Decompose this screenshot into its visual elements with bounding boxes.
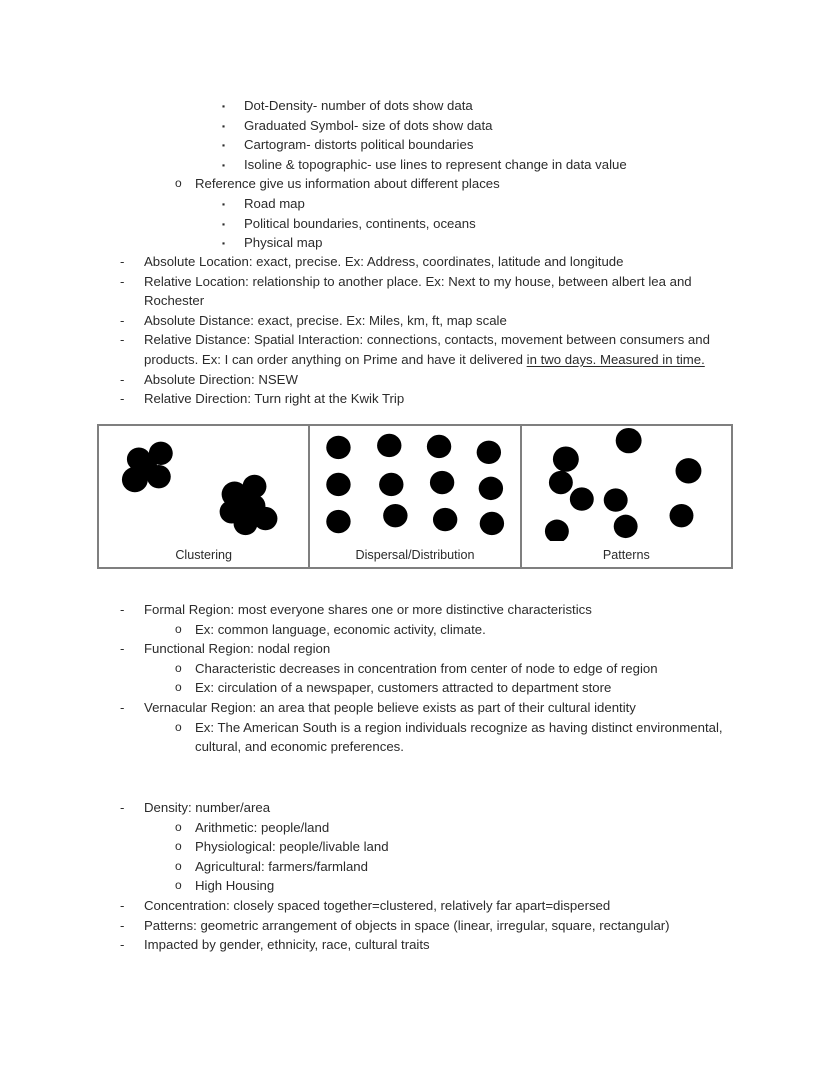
list-item (175, 876, 732, 896)
list-bullet-marker: o (175, 660, 182, 675)
list-item-text: Patterns: geometric arrangement of objects in space (linear, irregular, square, rectangular) (144, 917, 670, 933)
list-bullet-marker: ▪ (222, 140, 226, 151)
list-bullet-marker: - (120, 699, 125, 715)
list-bullet-marker: ▪ (222, 101, 226, 111)
list-item-text: Physical map (244, 235, 323, 251)
list-bullet-marker: - (120, 371, 125, 387)
list-item (222, 214, 732, 234)
list-item (175, 174, 732, 194)
plot-dot (254, 507, 278, 530)
panel-caption: Clustering (175, 548, 233, 562)
list-item-text: Ex: common language, economic activity, climate. (195, 621, 486, 637)
list-item (120, 370, 732, 390)
plot-dot (234, 491, 256, 512)
plot-dot (613, 515, 637, 538)
list-bullet-marker: ▪ (222, 159, 226, 170)
list-item-text: Relative Location: relationship to another place. Ex: Next to my house, between albert lea and Rochester (144, 273, 692, 309)
list-bullet-marker: - (120, 312, 125, 328)
list-item-text: Isoline & topographic- use lines to represent change in data value (244, 156, 627, 172)
list-bullet-marker: o (175, 819, 182, 834)
plot-dot (549, 471, 573, 494)
plot-dot (234, 512, 258, 535)
list-item-text: Relative Distance: Spatial Interaction: connections, contacts, movement between consumers and products. Ex: I can order anything on Prime and have it delivered in two days. Measured in time. (144, 332, 710, 367)
plot-dot (603, 488, 627, 511)
list-item-text: Reference give us information about different places (195, 176, 500, 192)
plot-dot (433, 508, 457, 531)
panel-caption: Dispersal/Distribution (355, 548, 475, 562)
list-item-text: Concentration: closely spaced together=clustered, relatively far apart=dispersed (144, 897, 611, 913)
list-item (175, 718, 732, 757)
list-item (175, 857, 732, 877)
list-item (120, 935, 732, 955)
list-item-text: Political boundaries, continents, oceans (244, 215, 476, 231)
list-item (222, 135, 732, 155)
figure-panel (99, 426, 308, 567)
list-item-text: Ex: circulation of a newspaper, customers attracted to department store (195, 680, 612, 696)
list-item (120, 311, 732, 331)
list-item (120, 916, 732, 936)
list-item-text: Arithmetic: people/land (195, 819, 330, 835)
underlined-emphasis-text: in two days. Measured in time. (526, 351, 705, 367)
list-item (120, 389, 732, 409)
list-bullet-marker: o (175, 680, 182, 695)
list-item-text: Relative Direction: Turn right at the Kwik Trip (144, 391, 405, 407)
list-bullet-marker: o (175, 719, 182, 734)
dot-plot-area (522, 426, 731, 541)
list-item-text: Absolute Distance: exact, precise. Ex: Miles, km, ft, map scale (144, 312, 507, 328)
list-item-text: Graduated Symbol- size of dots show data (244, 117, 493, 133)
list-bullet-marker: o (175, 839, 182, 854)
plot-dot (379, 473, 403, 496)
figure-border-box (97, 424, 733, 569)
plot-dot (669, 504, 693, 527)
list-item-text: Vernacular Region: an area that people believe exists as part of their cultural identity (144, 699, 636, 715)
list-item (120, 698, 732, 718)
plot-dot (327, 436, 351, 459)
list-bullet-marker: - (120, 897, 125, 913)
list-item (222, 233, 732, 253)
plot-dot (430, 471, 454, 494)
plot-dot (136, 458, 158, 479)
plot-dot (480, 512, 504, 535)
list-item (222, 96, 732, 116)
list-bullet-marker: ▪ (222, 198, 226, 209)
list-item (120, 600, 732, 620)
list-item-text: Density: number/area (144, 800, 271, 815)
list-item-text: Absolute Direction: NSEW (144, 371, 298, 387)
list-item (120, 272, 732, 311)
list-bullet-marker: - (120, 332, 125, 348)
list-item (175, 678, 732, 698)
plot-dot (327, 510, 351, 533)
list-bullet-marker: - (120, 254, 125, 269)
section-map-types (0, 96, 828, 253)
plot-dot (570, 487, 594, 510)
list-item-text: High Housing (195, 878, 275, 894)
list-item-text: Ex: The American South is a region individuals recognize as having distinct environmental, cultural, and economic preferences. (195, 719, 723, 755)
plot-dot (615, 428, 641, 453)
list-item (175, 620, 732, 640)
list-item-text: Agricultural: farmers/farmland (195, 858, 368, 874)
list-item-text: Absolute Location: exact, precise. Ex: Address, coordinates, latitude and longitude (144, 254, 624, 269)
list-bullet-marker: - (120, 391, 125, 407)
plot-dot (479, 477, 503, 500)
list-item-text: Cartogram- distorts political boundaries (244, 137, 474, 153)
list-item-text: Dot-Density- number of dots show data (244, 98, 473, 113)
list-bullet-marker: o (175, 858, 182, 873)
list-item (120, 896, 732, 916)
list-item (120, 252, 732, 272)
panel-caption: Patterns (602, 548, 650, 562)
figure-panel (520, 426, 731, 567)
dot-plot-area (99, 426, 308, 541)
dot-plot-area (310, 426, 519, 541)
list-bullet-marker: ▪ (222, 120, 226, 131)
list-item-text: Physiological: people/livable land (195, 839, 389, 855)
list-bullet-marker: o (175, 621, 182, 636)
plot-dot (545, 520, 569, 541)
list-bullet-marker: o (175, 176, 182, 191)
list-item (120, 639, 732, 659)
figure-panel (308, 426, 519, 567)
list-bullet-marker: - (120, 800, 125, 815)
list-item-text: Impacted by gender, ethnicity, race, cultural traits (144, 937, 430, 953)
list-item (222, 116, 732, 136)
list-item (120, 798, 732, 818)
list-bullet-marker: o (175, 878, 182, 893)
distribution-figure (97, 424, 733, 569)
list-bullet-marker: - (120, 273, 125, 289)
section-regions (0, 600, 828, 757)
list-bullet-marker: - (120, 937, 125, 953)
list-bullet-marker: - (120, 917, 125, 933)
list-bullet-marker: - (120, 602, 125, 617)
list-item (222, 194, 732, 214)
plot-dot (427, 435, 451, 458)
section-density (0, 798, 828, 955)
list-item (175, 837, 732, 857)
list-item-text: Characteristic decreases in concentration from center of node to edge of region (195, 660, 658, 676)
list-item-text: Functional Region: nodal region (144, 641, 331, 657)
plot-dot (477, 441, 501, 464)
list-item (175, 659, 732, 679)
plot-dot (553, 446, 579, 471)
plot-dot (383, 504, 407, 527)
list-bullet-marker: - (120, 641, 125, 657)
list-item (175, 818, 732, 838)
list-bullet-marker: ▪ (222, 238, 226, 249)
list-item-text: Road map (244, 195, 305, 211)
list-item-text: Formal Region: most everyone shares one or more distinctive characteristics (144, 602, 592, 617)
list-bullet-marker: ▪ (222, 218, 226, 229)
plot-dot (377, 434, 401, 457)
section-location-terms (0, 252, 828, 409)
plot-dot (675, 458, 701, 483)
list-item (120, 330, 732, 369)
plot-dot (327, 473, 351, 496)
list-item (222, 155, 732, 175)
